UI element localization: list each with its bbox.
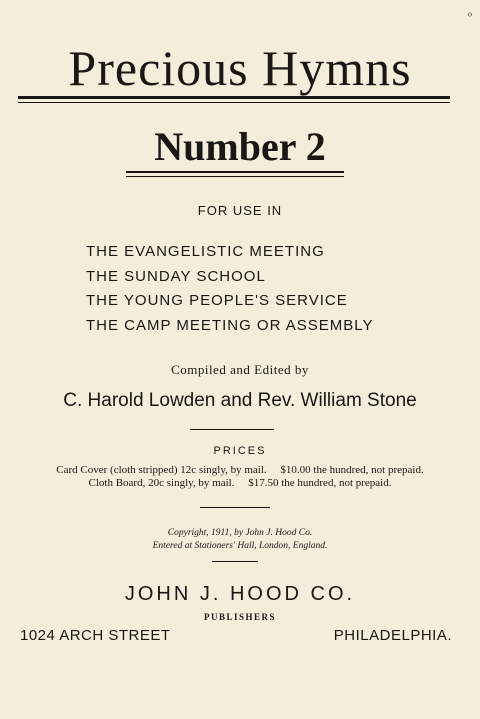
publisher-name: JOHN J. HOOD CO. <box>124 583 356 605</box>
corner-mark: ⁰ <box>467 12 472 23</box>
publisher-rule <box>212 561 258 562</box>
compiled-label: Compiled and Edited by <box>171 362 309 377</box>
price-line-card: Card Cover (cloth stripped) 12c singly, by mail. $10.00 the hundred, not prepaid. <box>56 464 424 476</box>
subtitle-rule-thin <box>126 176 344 177</box>
price-line-cloth: Cloth Board, 20c singly, by mail. $17.50 the hundred, not prepaid. <box>88 477 392 489</box>
street-address: 1024 ARCH STREET <box>20 627 171 644</box>
use-item: THE SUNDAY SCHOOL <box>86 267 266 285</box>
subtitle-rule-thick <box>126 171 344 173</box>
use-item: THE EVANGELISTIC MEETING <box>86 243 325 260</box>
copyright-line-1: Copyright, 1911, by John J. Hood Co. <box>167 528 313 538</box>
copyright-rule <box>200 507 270 508</box>
book-title: Precious Hymns <box>68 40 412 96</box>
use-item: THE YOUNG PEOPLE'S SERVICE <box>86 292 348 309</box>
book-subtitle: Number 2 <box>154 124 326 169</box>
copyright-line-2: Entered at Stationers' Hall, London, England. <box>152 541 328 551</box>
title-rule-thin <box>18 102 450 103</box>
for-use-label: FOR USE IN <box>197 203 283 218</box>
title-rule-thick <box>18 96 450 99</box>
authors: C. Harold Lowden and Rev. William Stone <box>63 390 417 411</box>
use-item: THE CAMP MEETING OR ASSEMBLY <box>86 316 374 334</box>
uses-list <box>86 240 374 338</box>
prices-heading: PRICES <box>213 445 267 457</box>
city: PHILADELPHIA. <box>333 627 452 644</box>
prices-rule <box>190 429 274 430</box>
publishers-label: PUBLISHERS <box>203 612 277 622</box>
